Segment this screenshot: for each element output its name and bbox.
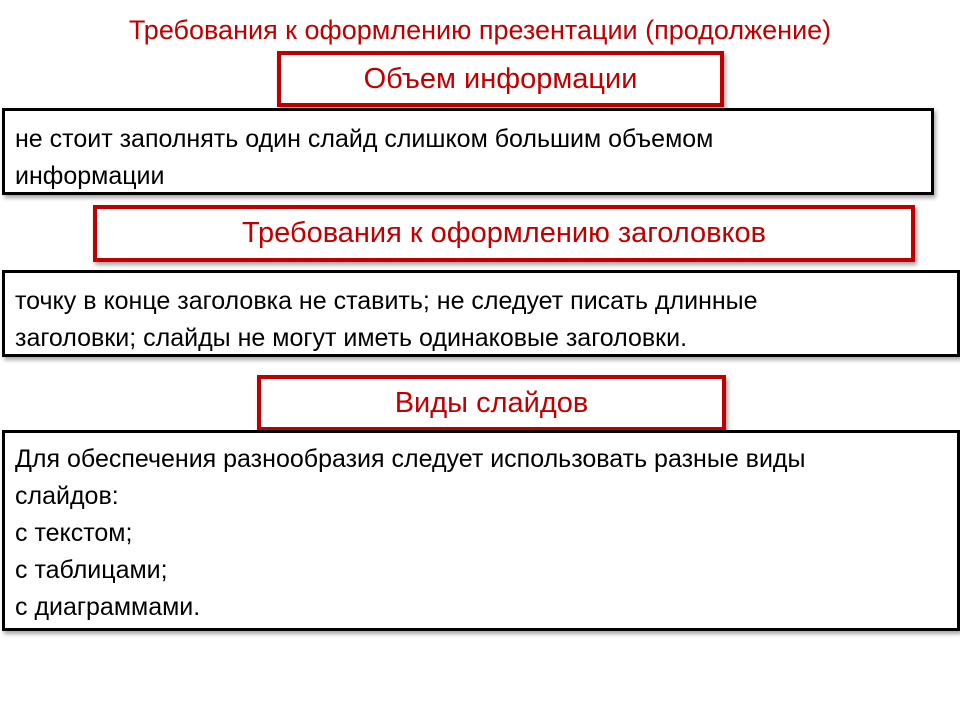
body-line: слайдов:: [15, 482, 119, 510]
list-item: с диаграммами.: [15, 593, 201, 621]
list-item: с таблицами;: [15, 556, 168, 584]
section-body-slide-types: [2, 430, 960, 631]
section-heading-slide-types: Виды слайдов: [257, 375, 726, 431]
list-item: с текстом;: [15, 519, 133, 547]
body-line: Для обеспечения разнообразия следует использовать разные виды: [15, 445, 806, 473]
body-line: точку в конце заголовка не ставить; не следует писать длинные: [15, 287, 758, 315]
section-body-headings-requirements: [2, 270, 960, 357]
section-body-info-volume: [2, 108, 934, 195]
body-line: информации: [15, 162, 165, 190]
body-line: не стоит заполнять один слайд слишком большим объемом: [15, 125, 714, 153]
body-line: заголовки; слайды не могут иметь одинаковые заголовки.: [15, 324, 688, 352]
section-heading-headings-requirements: Требования к оформлению заголовков: [93, 205, 915, 262]
section-heading-info-volume: Объем информации: [277, 51, 724, 107]
slide-title: Требования к оформлению презентации (продолжение): [128, 15, 832, 45]
